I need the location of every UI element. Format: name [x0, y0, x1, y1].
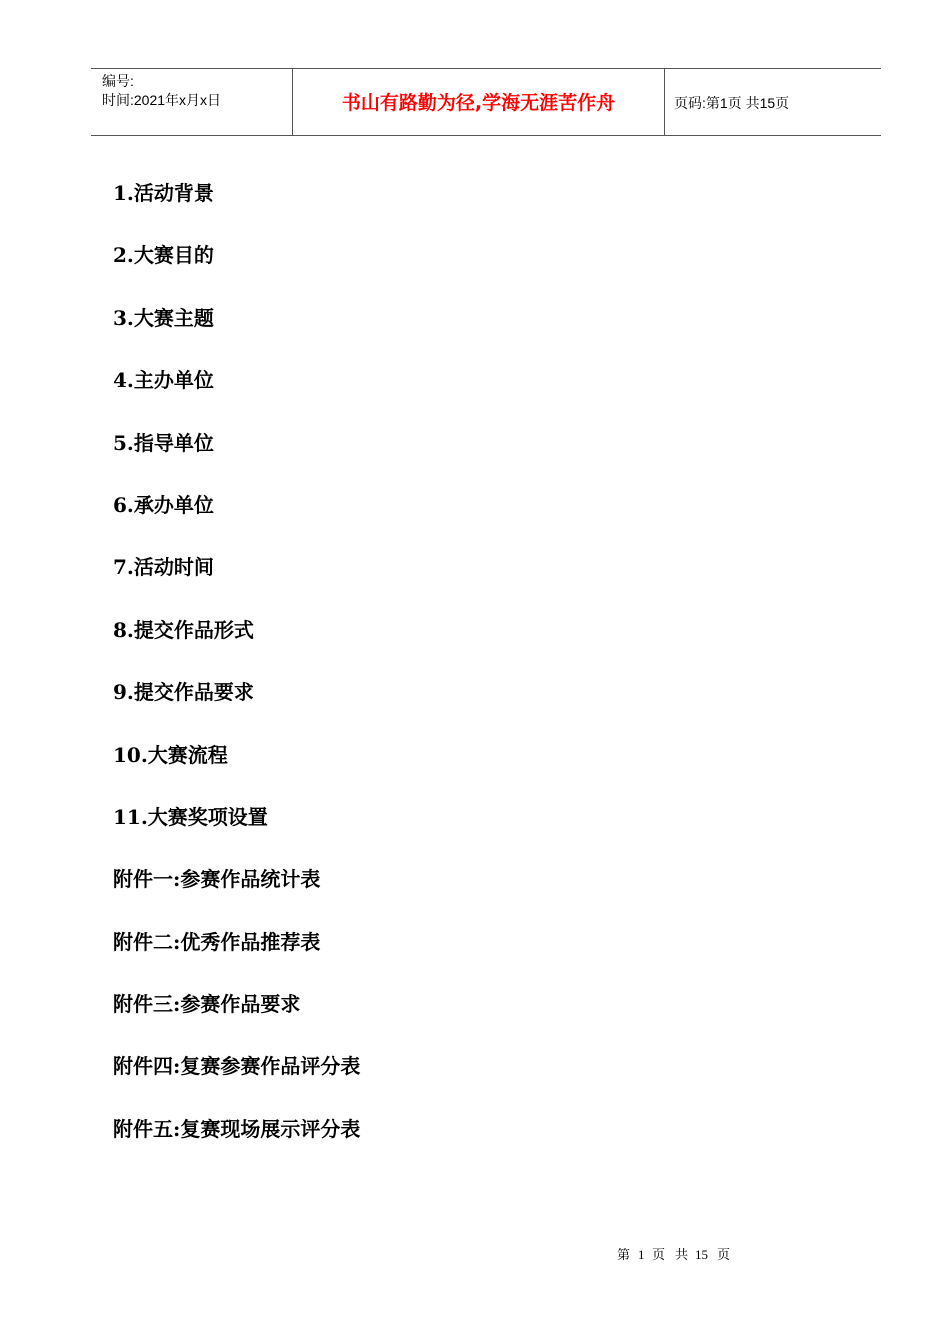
toc-item: 附件五:复赛现场展示评分表 [113, 1116, 361, 1141]
toc-item: 附件四:复赛参赛作品评分表 [113, 1054, 361, 1079]
table-of-contents [113, 176, 360, 1174]
toc-item: 6.承办单位 [113, 492, 214, 517]
footer-page-number: 1 [638, 1247, 645, 1262]
toc-item: 5.指导单位 [113, 430, 214, 455]
toc-item: 1.活动背景 [113, 181, 214, 205]
toc-item: 3.大赛主题 [113, 305, 214, 330]
toc-item: 7.活动时间 [113, 555, 214, 580]
toc-item: 附件一:参赛作品统计表 [113, 867, 321, 892]
footer-ye2: 页 [717, 1247, 731, 1262]
toc-item: 11.大赛奖项设置 [113, 804, 268, 829]
toc-item: 附件三:参赛作品要求 [113, 992, 301, 1017]
header-left-cell [91, 69, 292, 135]
toc-item: 9.提交作品要求 [113, 680, 254, 705]
footer-gong: 共 [675, 1247, 689, 1262]
toc-item: 附件二:优秀作品推荐表 [113, 929, 321, 954]
page-header [91, 68, 881, 136]
toc-item: 8.提交作品形式 [113, 617, 254, 642]
footer-total-pages: 15 [695, 1247, 708, 1262]
header-page-label: 页码:第1页 共15页 [674, 95, 790, 111]
document-number-label: 编号: [102, 73, 134, 89]
toc-item: 4.主办单位 [113, 368, 214, 393]
toc-item: 2.大赛目的 [113, 243, 214, 268]
toc-item: 10.大赛流程 [113, 742, 228, 767]
document-time-label: 时间:2021年x月x日 [102, 92, 222, 108]
header-motto: 书山有路勤为径,学海无涯苦作舟 [341, 92, 616, 114]
footer-ye: 页 [652, 1247, 666, 1262]
header-right-cell [665, 69, 881, 135]
header-motto-cell [292, 69, 665, 135]
footer-di: 第 [617, 1247, 631, 1262]
